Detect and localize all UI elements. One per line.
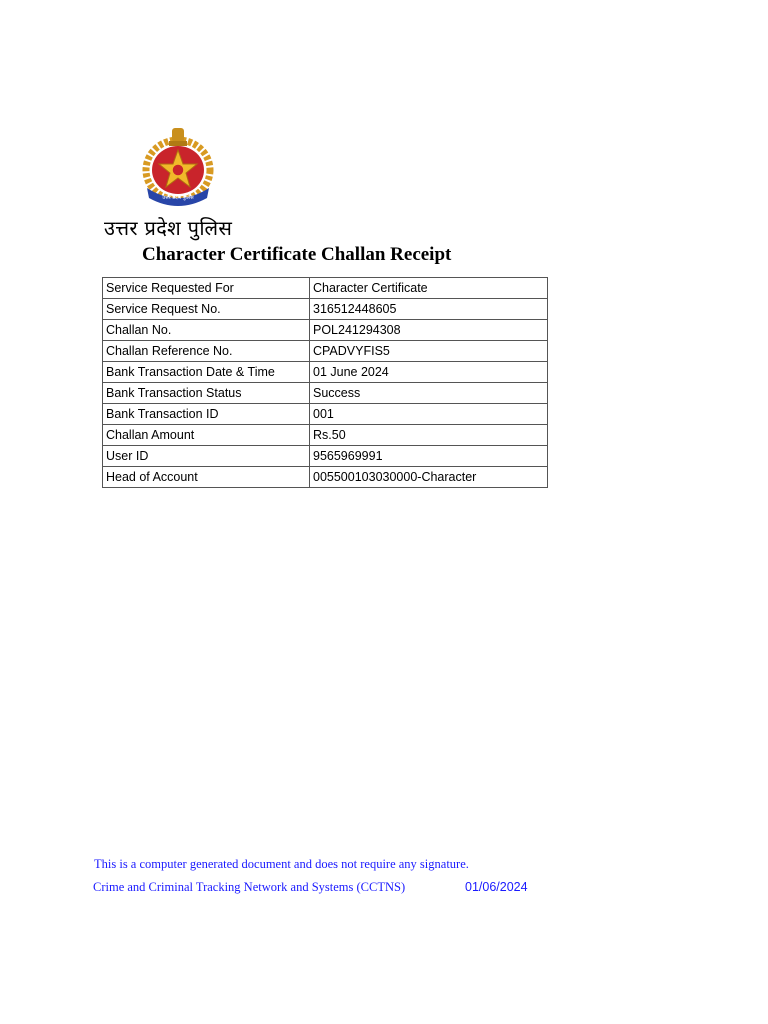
up-police-emblem-icon: [137, 124, 219, 208]
table-row: [103, 383, 548, 404]
table-row: [103, 446, 548, 467]
footer-org: Crime and Criminal Tracking Network and Systems (CCTNS): [93, 880, 406, 894]
receipt-table: [102, 277, 548, 488]
table-row: [103, 362, 548, 383]
table-row: [103, 341, 548, 362]
row-label: Bank Transaction Status: [103, 383, 310, 404]
row-label: Challan No.: [103, 320, 310, 341]
table-row: [103, 404, 548, 425]
row-value: POL241294308: [310, 320, 548, 341]
page-title: Character Certificate Challan Receipt: [142, 244, 452, 265]
table-row: [103, 467, 548, 488]
footer-date: 01/06/2024: [465, 880, 528, 894]
row-value: Character Certificate: [310, 278, 548, 299]
footer-note: This is a computer generated document and does not require any signature.: [94, 857, 469, 871]
row-label: Service Requested For: [103, 278, 310, 299]
row-label: Challan Reference No.: [103, 341, 310, 362]
row-label: Bank Transaction Date & Time: [103, 362, 310, 383]
row-label: Challan Amount: [103, 425, 310, 446]
row-value: Rs.50: [310, 425, 548, 446]
row-label: Head of Account: [103, 467, 310, 488]
row-value: Success: [310, 383, 548, 404]
table-row: [103, 299, 548, 320]
row-value: 316512448605: [310, 299, 548, 320]
table-row: [103, 278, 548, 299]
table-row: [103, 320, 548, 341]
row-label: Service Request No.: [103, 299, 310, 320]
row-value: CPADVYFIS5: [310, 341, 548, 362]
row-label: User ID: [103, 446, 310, 467]
svg-text:उत्तर प्रदेश पुलिस: उत्तर प्रदेश पुलिस: [162, 195, 194, 201]
table-row: [103, 425, 548, 446]
row-value: 01 June 2024: [310, 362, 548, 383]
row-value: 001: [310, 404, 548, 425]
org-name: उत्तर प्रदेश पुलिस: [104, 216, 233, 240]
row-label: Bank Transaction ID: [103, 404, 310, 425]
row-value: 005500103030000-Character: [310, 467, 548, 488]
row-value: 9565969991: [310, 446, 548, 467]
